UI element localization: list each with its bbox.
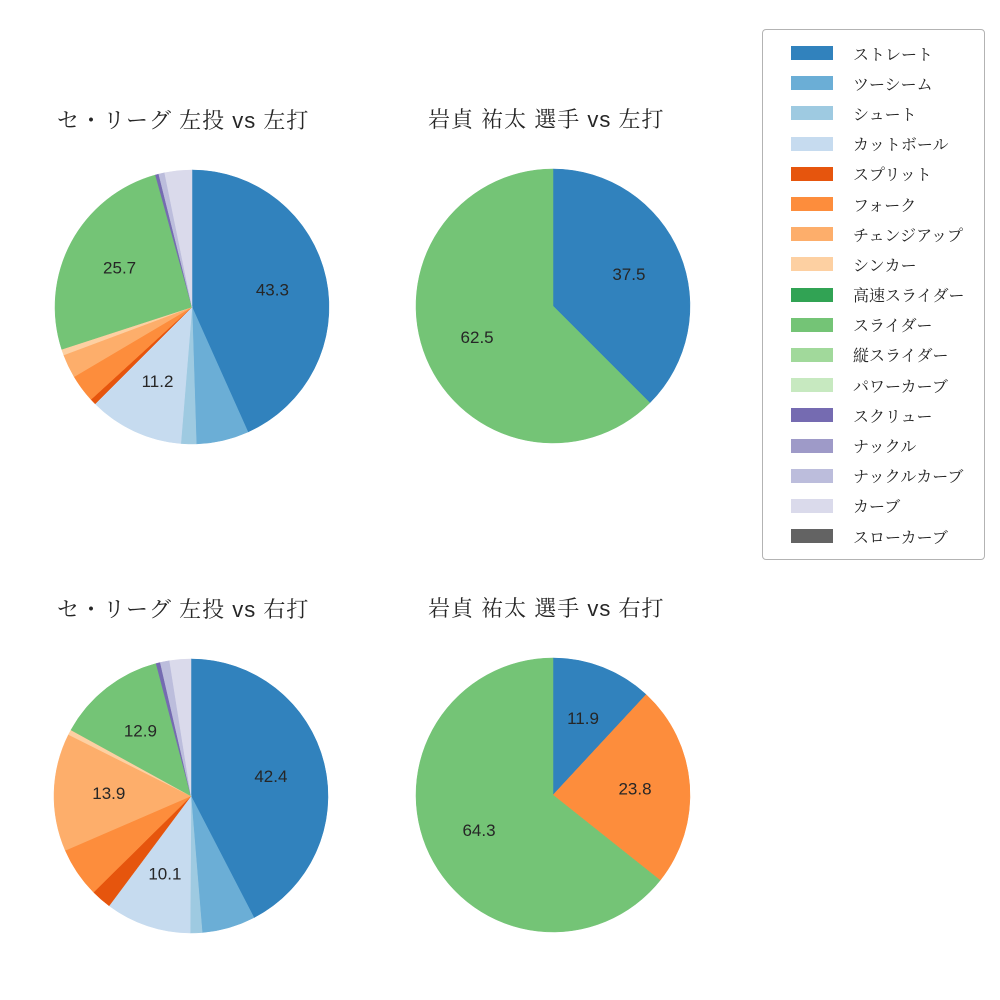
legend: [762, 29, 985, 560]
legend-swatch: [791, 378, 833, 392]
legend-item: [791, 189, 984, 219]
legend-item: [791, 159, 984, 189]
chart-title-league-lhp-vs-lhb: セ・リーグ 左投 vs 左打: [57, 108, 310, 133]
chart-title-iwasada-vs-lhb: 岩貞 祐太 選手 vs 左打: [428, 107, 665, 132]
legend-item: [791, 68, 984, 98]
slice-value-label: 62.5: [460, 328, 494, 347]
legend-label: スライダー: [853, 318, 933, 336]
legend-item: [791, 430, 984, 460]
legend-label: シンカー: [853, 257, 917, 275]
legend-label: フォーク: [853, 197, 917, 215]
legend-swatch: [791, 348, 833, 362]
legend-label: ナックルカーブ: [853, 469, 964, 487]
chart-title-league-lhp-vs-rhb: セ・リーグ 左投 vs 右打: [57, 597, 310, 622]
legend-item: [791, 249, 984, 279]
legend-swatch: [791, 106, 833, 120]
slice-value-label: 42.4: [254, 767, 288, 787]
slice-value-label: 43.3: [255, 280, 289, 300]
legend-swatch: [791, 408, 833, 422]
legend-swatch: [791, 439, 833, 453]
slice-value-label: 10.1: [148, 864, 182, 884]
legend-item: [791, 461, 984, 491]
legend-item: [791, 310, 984, 340]
legend-swatch: [791, 167, 833, 181]
legend-label: 高速スライダー: [853, 288, 965, 306]
legend-item: [791, 491, 984, 521]
legend-label: スクリュー: [853, 408, 933, 426]
legend-label: ツーシーム: [853, 76, 933, 94]
legend-swatch: [791, 257, 833, 271]
legend-swatch: [791, 46, 833, 60]
legend-item: [791, 129, 984, 159]
legend-swatch: [791, 227, 833, 241]
legend-label: パワーカーブ: [853, 378, 948, 396]
slice-value-label: 12.9: [123, 721, 157, 741]
pie-chart-league-lhp-vs-lhb: [47, 162, 337, 452]
legend-swatch: [791, 288, 833, 302]
slice-value-label: 23.8: [618, 779, 652, 799]
legend-swatch: [791, 137, 833, 151]
legend-swatch: [791, 469, 833, 483]
legend-item: [791, 521, 984, 551]
slice-value-label: 13.9: [92, 784, 126, 804]
legend-label: カットボール: [853, 137, 949, 155]
chart-title-iwasada-vs-rhb: 岩貞 祐太 選手 vs 右打: [428, 596, 665, 621]
legend-item: [791, 370, 984, 400]
slice-value-label: 25.7: [103, 258, 137, 278]
legend-item: [791, 98, 984, 128]
legend-item: [791, 340, 984, 370]
legend-item: [791, 38, 984, 68]
slice-value-label: 37.5: [612, 265, 646, 284]
legend-swatch: [791, 197, 833, 211]
legend-item: [791, 280, 984, 310]
legend-swatch: [791, 499, 833, 513]
pie-chart-iwasada-vs-lhb: [408, 161, 698, 451]
legend-swatch: [791, 76, 833, 90]
pie-chart-iwasada-vs-rhb: [408, 650, 698, 940]
legend-label: シュート: [853, 106, 917, 124]
slice-value-label: 11.9: [567, 709, 599, 728]
pie-chart-league-lhp-vs-rhb: [46, 651, 336, 941]
legend-label: ストレート: [853, 46, 934, 64]
legend-item: [791, 219, 984, 249]
legend-label: カーブ: [853, 499, 901, 517]
legend-label: 縦スライダー: [853, 348, 949, 366]
legend-swatch: [791, 318, 833, 332]
legend-swatch: [791, 529, 833, 543]
legend-label: チェンジアップ: [853, 227, 964, 245]
slice-value-label: 64.3: [462, 821, 496, 841]
legend-label: スローカーブ: [853, 529, 948, 547]
legend-label: ナックル: [853, 439, 917, 457]
legend-item: [791, 400, 984, 430]
slice-value-label: 11.2: [141, 372, 174, 392]
legend-label: スプリット: [853, 167, 932, 185]
